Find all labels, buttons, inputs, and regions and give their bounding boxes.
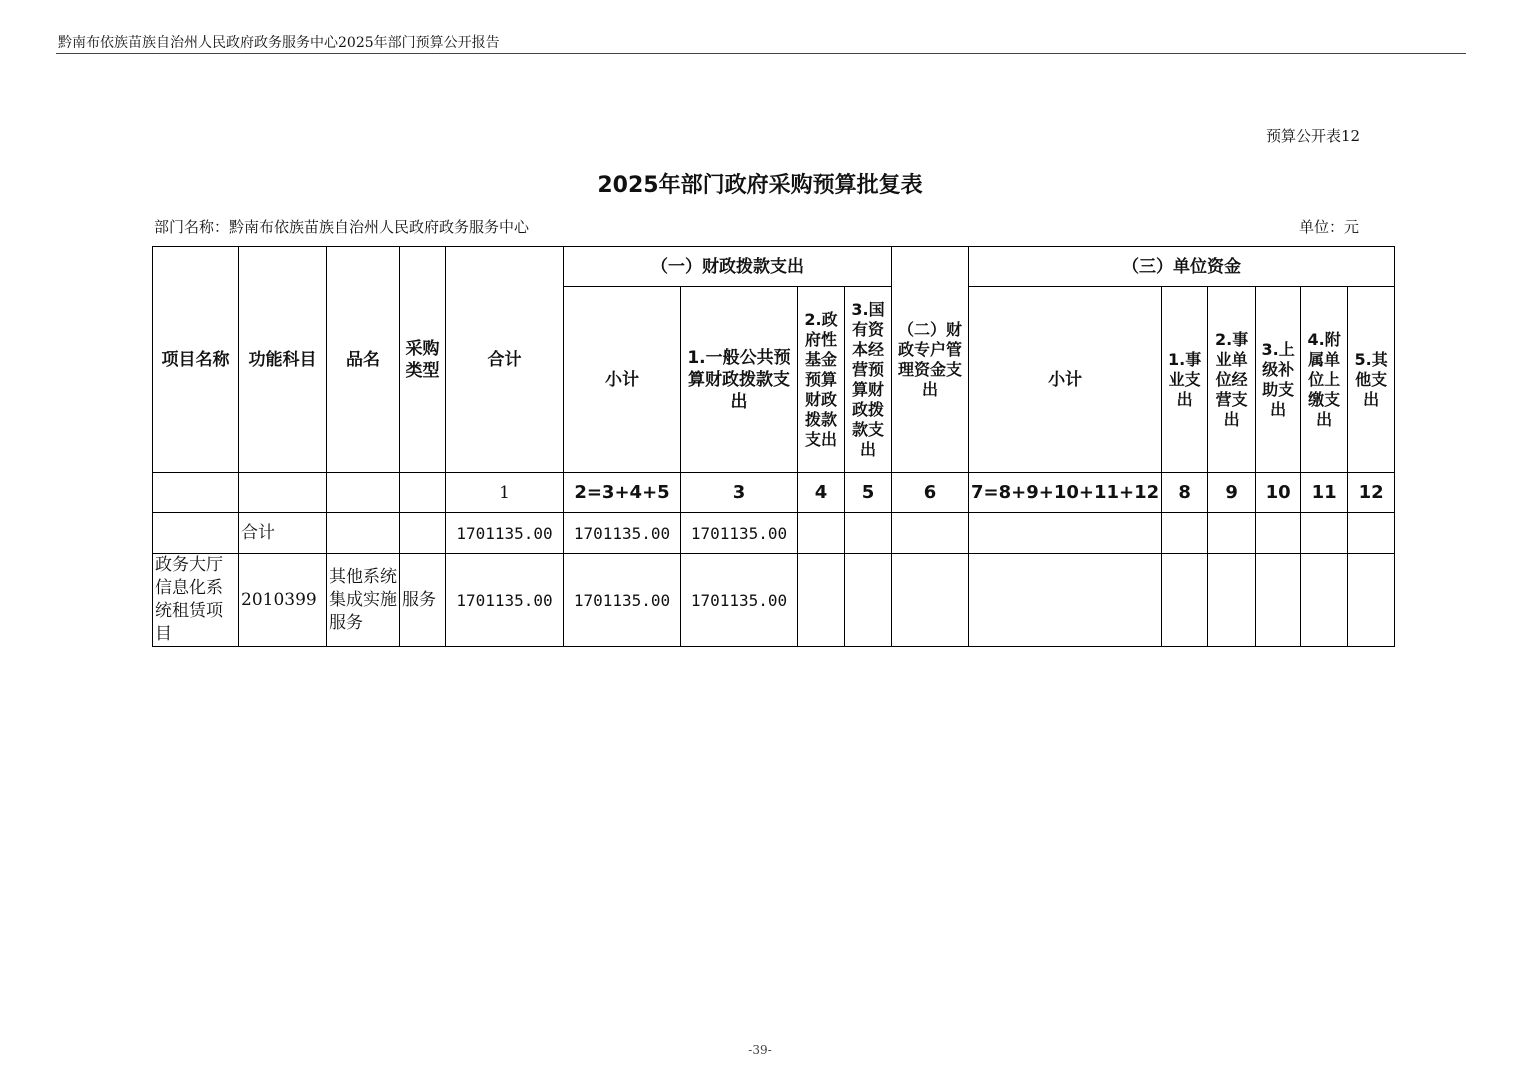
table-cell <box>1301 513 1348 554</box>
row-item-name: 其他系统集成实施服务 <box>327 554 400 647</box>
index-cell: 3 <box>681 473 798 513</box>
header-func-subject: 功能科目 <box>239 247 327 473</box>
row-project-name: 政务大厅信息化系统租赁项目 <box>153 554 239 647</box>
table-cell <box>1348 513 1395 554</box>
total-row-total: 1701135.00 <box>446 513 564 554</box>
table-cell <box>845 554 892 647</box>
table-row <box>153 554 1395 647</box>
table-cell <box>798 513 845 554</box>
index-cell: 6 <box>892 473 969 513</box>
row-g1-subtotal: 1701135.00 <box>564 554 681 647</box>
row-total: 1701135.00 <box>446 554 564 647</box>
table-cell <box>327 513 400 554</box>
table-code: 预算公开表12 <box>1266 127 1361 145</box>
index-cell: 11 <box>1301 473 1348 513</box>
header-g3-subtotal: 小计 <box>969 287 1162 473</box>
table-cell <box>1162 513 1208 554</box>
index-cell: 10 <box>1256 473 1301 513</box>
table-cell <box>892 513 969 554</box>
table-cell <box>1256 513 1301 554</box>
page-title: 2025年部门政府采购预算批复表 <box>597 173 923 198</box>
index-cell: 7=8+9+10+11+12 <box>969 473 1162 513</box>
index-cell: 1 <box>446 473 564 513</box>
row-g1-general: 1701135.00 <box>681 554 798 647</box>
header-project-name: 项目名称 <box>153 247 239 473</box>
table-cell <box>1208 554 1256 647</box>
total-row-g1-subtotal: 1701135.00 <box>564 513 681 554</box>
header-group3: （三）单位资金 <box>969 247 1395 287</box>
header-group1: （一）财政拨款支出 <box>564 247 892 287</box>
header-g3-operation: 2.事业单位经营支出 <box>1208 287 1256 473</box>
header-g3-subsidy: 3.上级补助支出 <box>1256 287 1301 473</box>
header-g3-business: 1.事业支出 <box>1162 287 1208 473</box>
row-func-subject: 2010399 <box>239 554 327 647</box>
index-cell: 12 <box>1348 473 1395 513</box>
header-g1-subtotal: 小计 <box>564 287 681 473</box>
running-header: 黔南布依族苗族自治州人民政府政务服务中心2025年部门预算公开报告 <box>58 35 500 51</box>
index-cell: 4 <box>798 473 845 513</box>
table-cell <box>969 554 1162 647</box>
table-cell <box>892 554 969 647</box>
header-g3-other: 5.其他支出 <box>1348 287 1395 473</box>
table-cell <box>969 513 1162 554</box>
table-cell <box>845 513 892 554</box>
table-cell <box>1256 554 1301 647</box>
header-rule <box>56 53 1466 54</box>
header-group2: （二）财政专户管理资金支出 <box>892 247 969 473</box>
header-g1-fund: 2.政府性基金预算财政拨款支出 <box>798 287 845 473</box>
table-cell <box>1162 554 1208 647</box>
index-cell-empty <box>327 473 400 513</box>
table-cell <box>1348 554 1395 647</box>
table-cell <box>1208 513 1256 554</box>
index-cell-empty <box>239 473 327 513</box>
index-cell-empty <box>400 473 446 513</box>
header-g1-general: 1.一般公共预算财政拨款支出 <box>681 287 798 473</box>
unit-label: 单位：元 <box>1299 218 1360 236</box>
index-cell: 5 <box>845 473 892 513</box>
total-row-g1-general: 1701135.00 <box>681 513 798 554</box>
header-g1-capital: 3.国有资本经营预算财政拨款支出 <box>845 287 892 473</box>
table-cell <box>153 513 239 554</box>
department-label: 部门名称：黔南布依族苗族自治州人民政府政务服务中心 <box>154 218 530 236</box>
index-cell-empty <box>153 473 239 513</box>
table-cell <box>400 513 446 554</box>
row-purchase-type: 服务 <box>400 554 446 647</box>
page-number: -39- <box>748 1043 772 1057</box>
table-cell <box>798 554 845 647</box>
total-row-label: 合计 <box>239 513 327 554</box>
index-cell: 8 <box>1162 473 1208 513</box>
index-cell: 2=3+4+5 <box>564 473 681 513</box>
header-total: 合计 <box>446 247 564 473</box>
table-cell <box>1301 554 1348 647</box>
header-purchase-type: 采购类型 <box>400 247 446 473</box>
index-cell: 9 <box>1208 473 1256 513</box>
procurement-budget-table <box>152 246 1395 647</box>
header-g3-affiliate: 4.附属单位上缴支出 <box>1301 287 1348 473</box>
total-row <box>153 513 1395 554</box>
header-item-name: 品名 <box>327 247 400 473</box>
